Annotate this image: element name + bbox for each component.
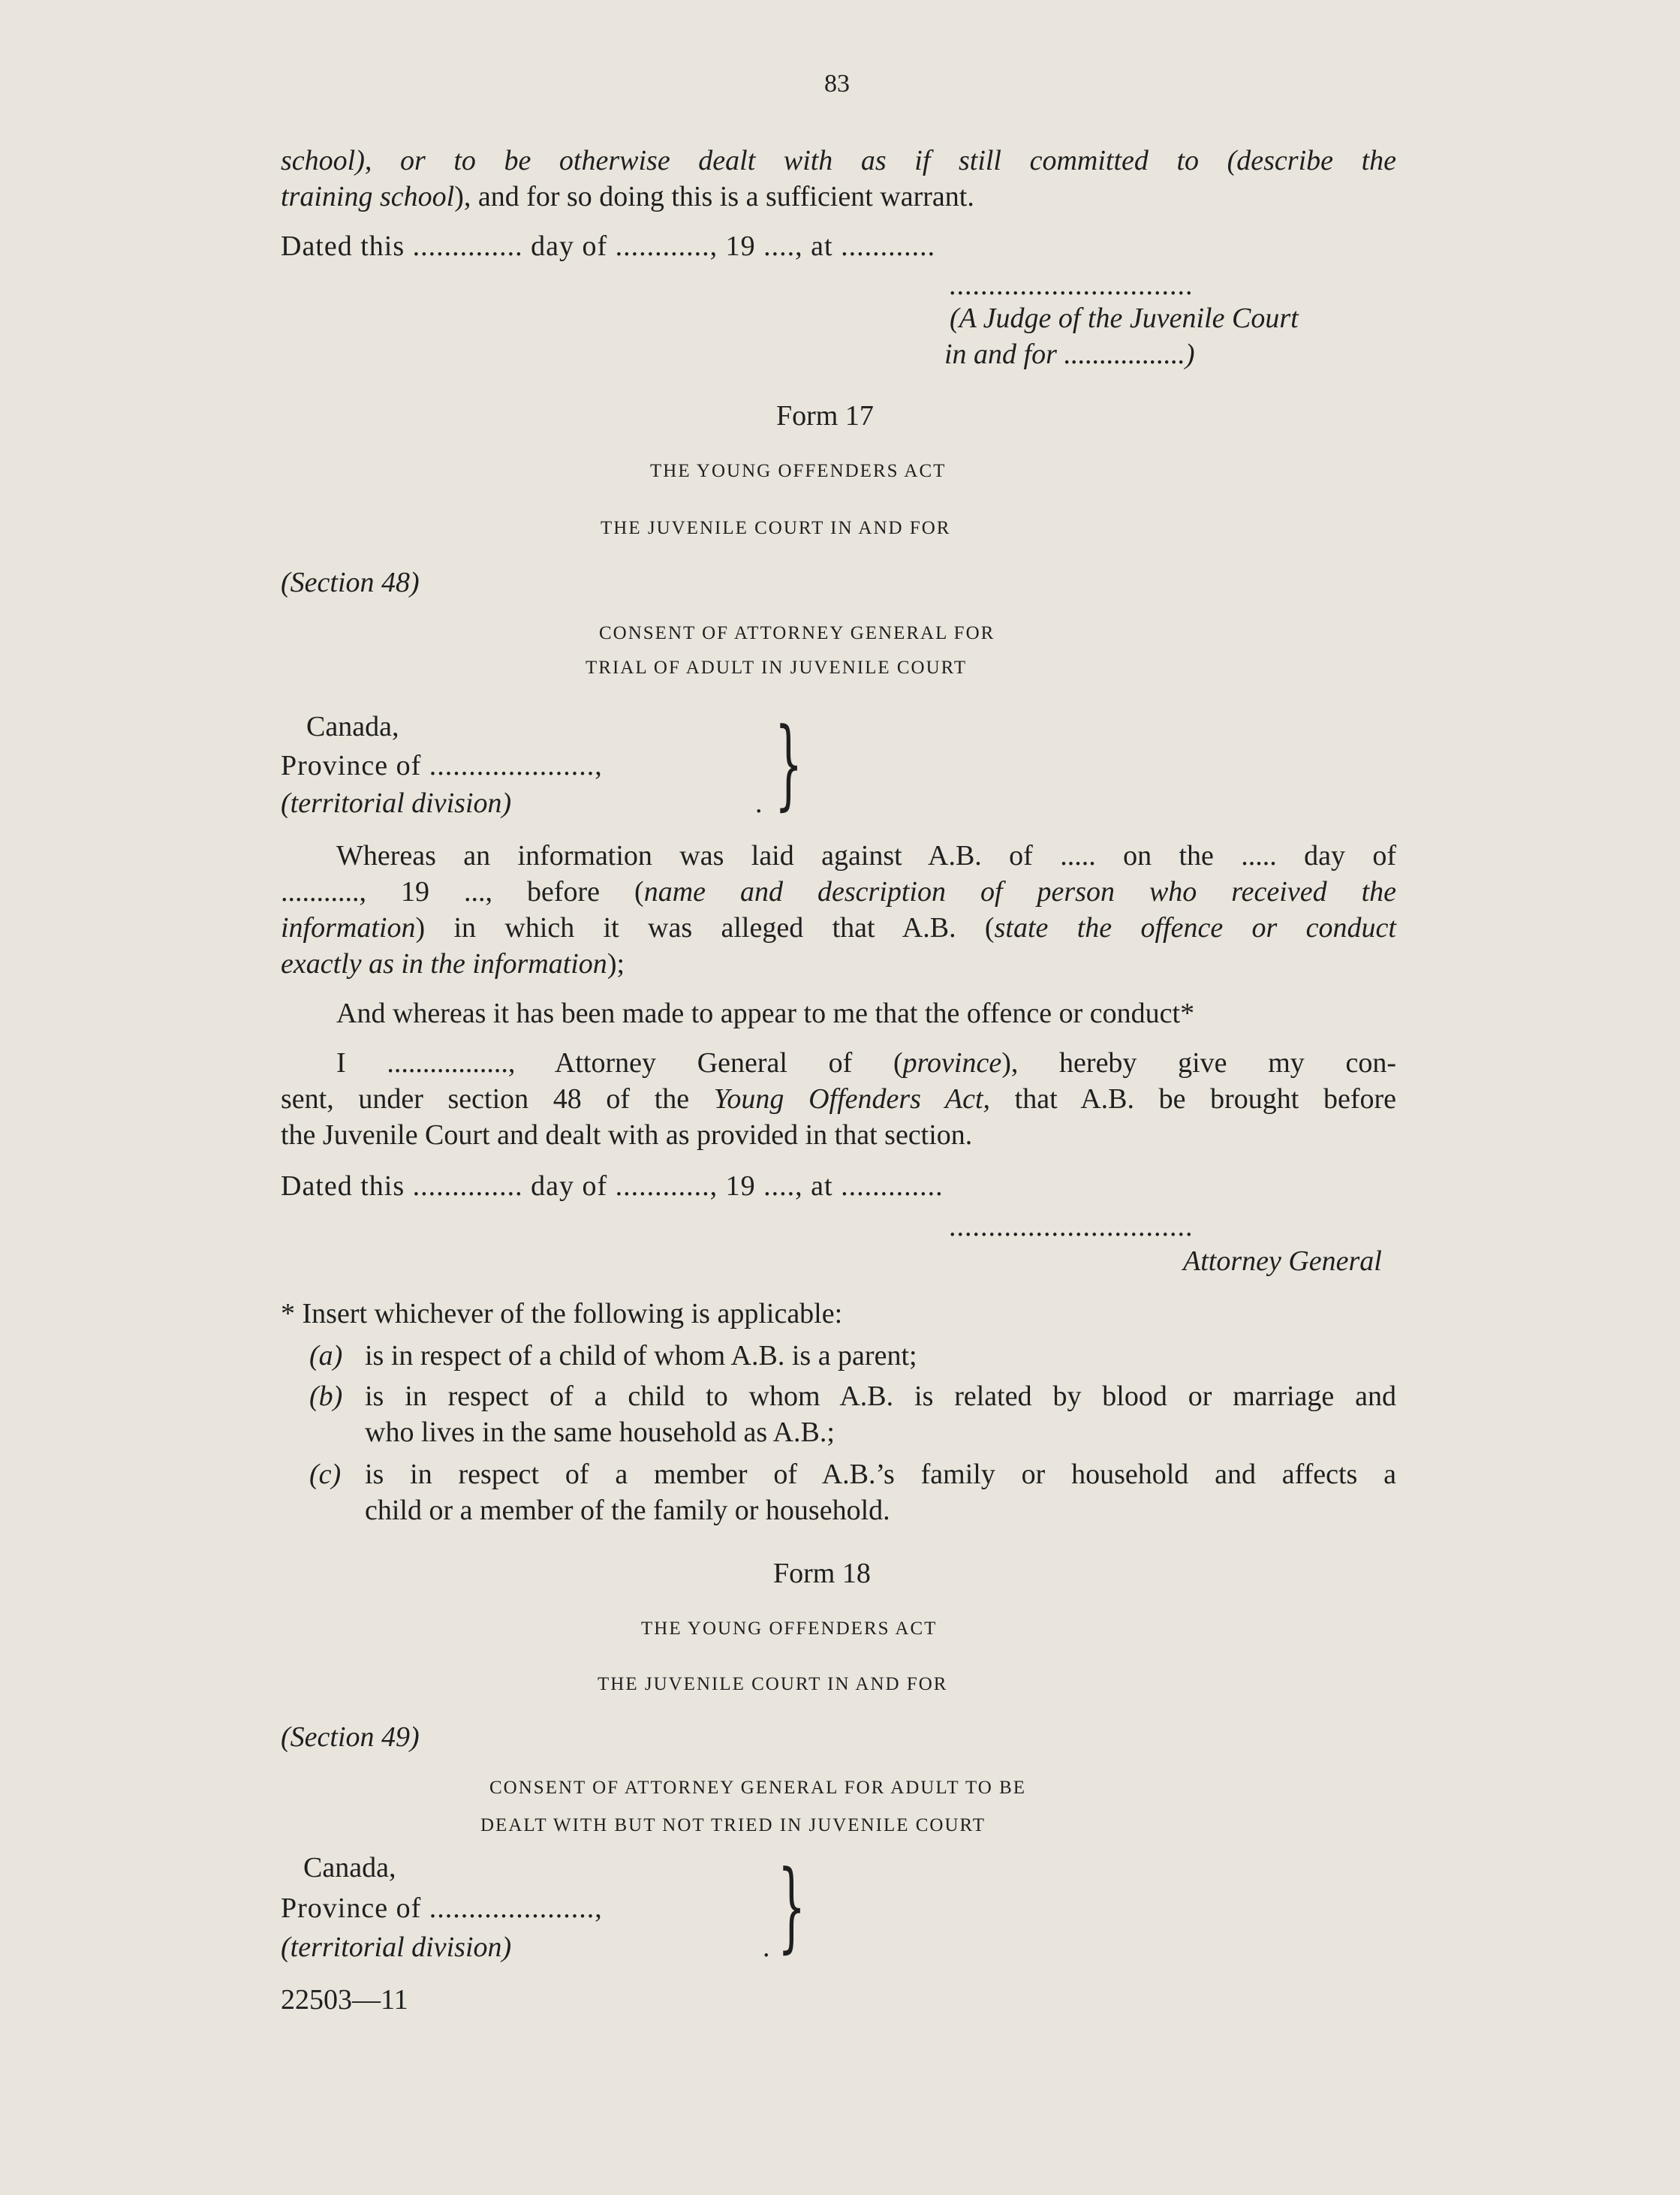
- text-italic: (a): [309, 1340, 343, 1371]
- form17-whereas-2: And whereas it has been made to appear to me that the offence or conduct*: [336, 998, 1195, 1029]
- option-c-marker: [309, 1456, 341, 1492]
- text-italic: (A Judge of the Juvenile Court: [950, 303, 1299, 334]
- form18-venue-country: Canada,: [303, 1852, 396, 1883]
- form17-signature-dots: ...............................: [949, 1211, 1194, 1242]
- form18-heading: Form 18: [773, 1558, 871, 1589]
- form17-venue-province: Province of .....................,: [281, 750, 603, 781]
- form17-signatory: [1183, 1243, 1382, 1279]
- form18-court: THE JUVENILE COURT IN AND FOR: [598, 1674, 948, 1694]
- form17-consent-line-2: [281, 1081, 1396, 1117]
- form17-title-line-1: CONSENT OF ATTORNEY GENERAL FOR: [599, 623, 995, 643]
- form17-title-line-2: TRIAL OF ADULT IN JUVENILE COURT: [586, 658, 968, 678]
- form18-venue-province: Province of .....................,: [281, 1892, 603, 1924]
- form17-act: THE YOUNG OFFENDERS ACT: [650, 461, 947, 481]
- form17-consent-line-3: the Juvenile Court and dealt with as provided in that section.: [281, 1119, 973, 1151]
- option-a-line-1: is in respect of a child of whom A.B. is a parent;: [365, 1340, 917, 1371]
- dated-line: Dated this .............. day of ............, 19 ...., at ............: [281, 230, 936, 262]
- text-italic: (Section 49): [281, 1721, 420, 1753]
- text-italic: information: [281, 912, 416, 944]
- text: I ................., Attorney General of (: [336, 1047, 903, 1079]
- form18-title-line-2: DEALT WITH BUT NOT TRIED IN JUVENILE COURT: [480, 1815, 986, 1835]
- text-italic: school), or to be otherwise dealt with as if still committed to (: [281, 145, 1237, 176]
- option-b-line-2: who lives in the same household as A.B.;: [365, 1417, 835, 1448]
- continuation-line-1: [281, 143, 1396, 179]
- text: that A.B. be brought before: [990, 1083, 1397, 1115]
- text-italic: exactly as in the information: [281, 948, 607, 980]
- form17-heading: Form 17: [776, 400, 874, 432]
- text-italic: (c): [309, 1459, 342, 1490]
- text: ) in which it was alleged that A.B. (: [415, 912, 995, 944]
- option-a-marker: [309, 1338, 342, 1374]
- option-c-line-2: child or a member of the family or household.: [365, 1495, 890, 1526]
- form18-title-line-1: CONSENT OF ATTORNEY GENERAL FOR ADULT TO BE: [489, 1778, 1027, 1798]
- option-b-line-1: is in respect of a child to whom A.B. is related by blood or marriage and: [365, 1381, 1396, 1412]
- text-italic: (Section 48): [281, 567, 420, 598]
- form18-venue-division: [281, 1929, 511, 1965]
- form17-venue-country: Canada,: [306, 711, 399, 742]
- text: ), hereby give my con-: [1001, 1047, 1397, 1079]
- judge-line-1: [950, 300, 1299, 336]
- form17-court: THE JUVENILE COURT IN AND FOR: [601, 518, 951, 538]
- form17-footnote-intro: * Insert whichever of the following is applicable:: [281, 1298, 843, 1329]
- judge-line-2: [944, 336, 1195, 372]
- text-italic: Young Offenders Act,: [713, 1083, 991, 1115]
- text: ..........., 19 ..., before (: [281, 876, 644, 908]
- form17-whereas-line-2: [281, 874, 1396, 910]
- text: );: [607, 948, 625, 980]
- text: ), and for so doing this is a sufficient warrant.: [454, 181, 974, 212]
- form17-venue-brace: }: [775, 706, 803, 820]
- text-italic: training school: [281, 181, 455, 212]
- text-italic: name and description of person who received the: [643, 876, 1396, 908]
- text-italic: in and for .................): [944, 339, 1195, 370]
- signature-mark: 22503—11: [281, 1984, 408, 2016]
- text-italic: (territorial division): [281, 787, 512, 819]
- form17-whereas-line-1: Whereas an information was laid against A.B. of ..... on the ..... day of: [336, 840, 1396, 872]
- signature-dots: ...............................: [949, 269, 1194, 301]
- text: sent, under section 48 of the: [281, 1083, 714, 1115]
- option-c-line-1: is in respect of a member of A.B.’s family or household and affects a: [365, 1459, 1396, 1490]
- form17-venue-dot: .: [755, 787, 763, 819]
- form18-venue-dot: .: [763, 1932, 770, 1963]
- form17-section: [281, 565, 420, 601]
- form18-section: [281, 1719, 420, 1755]
- option-b-marker: [309, 1378, 342, 1414]
- form17-dated-line: Dated this .............. day of ............, 19 ...., at .............: [281, 1170, 944, 1202]
- form17-venue-division: [281, 785, 511, 821]
- text-italic: (territorial division): [281, 1932, 512, 1963]
- text-italic: (b): [309, 1381, 343, 1412]
- text-italic: state the offence or conduct: [994, 912, 1396, 944]
- text-italic: province: [902, 1047, 1002, 1079]
- form17-whereas-line-3: [281, 910, 1396, 946]
- page-number: 83: [824, 70, 850, 98]
- form17-consent-line-1: [336, 1045, 1396, 1081]
- text-italic: Attorney General: [1183, 1245, 1382, 1277]
- text-italic: describe the: [1236, 145, 1397, 176]
- form17-whereas-line-4: [281, 946, 625, 982]
- continuation-line-2: [281, 179, 974, 215]
- form18-venue-brace: }: [778, 1849, 806, 1963]
- form18-act: THE YOUNG OFFENDERS ACT: [641, 1618, 938, 1639]
